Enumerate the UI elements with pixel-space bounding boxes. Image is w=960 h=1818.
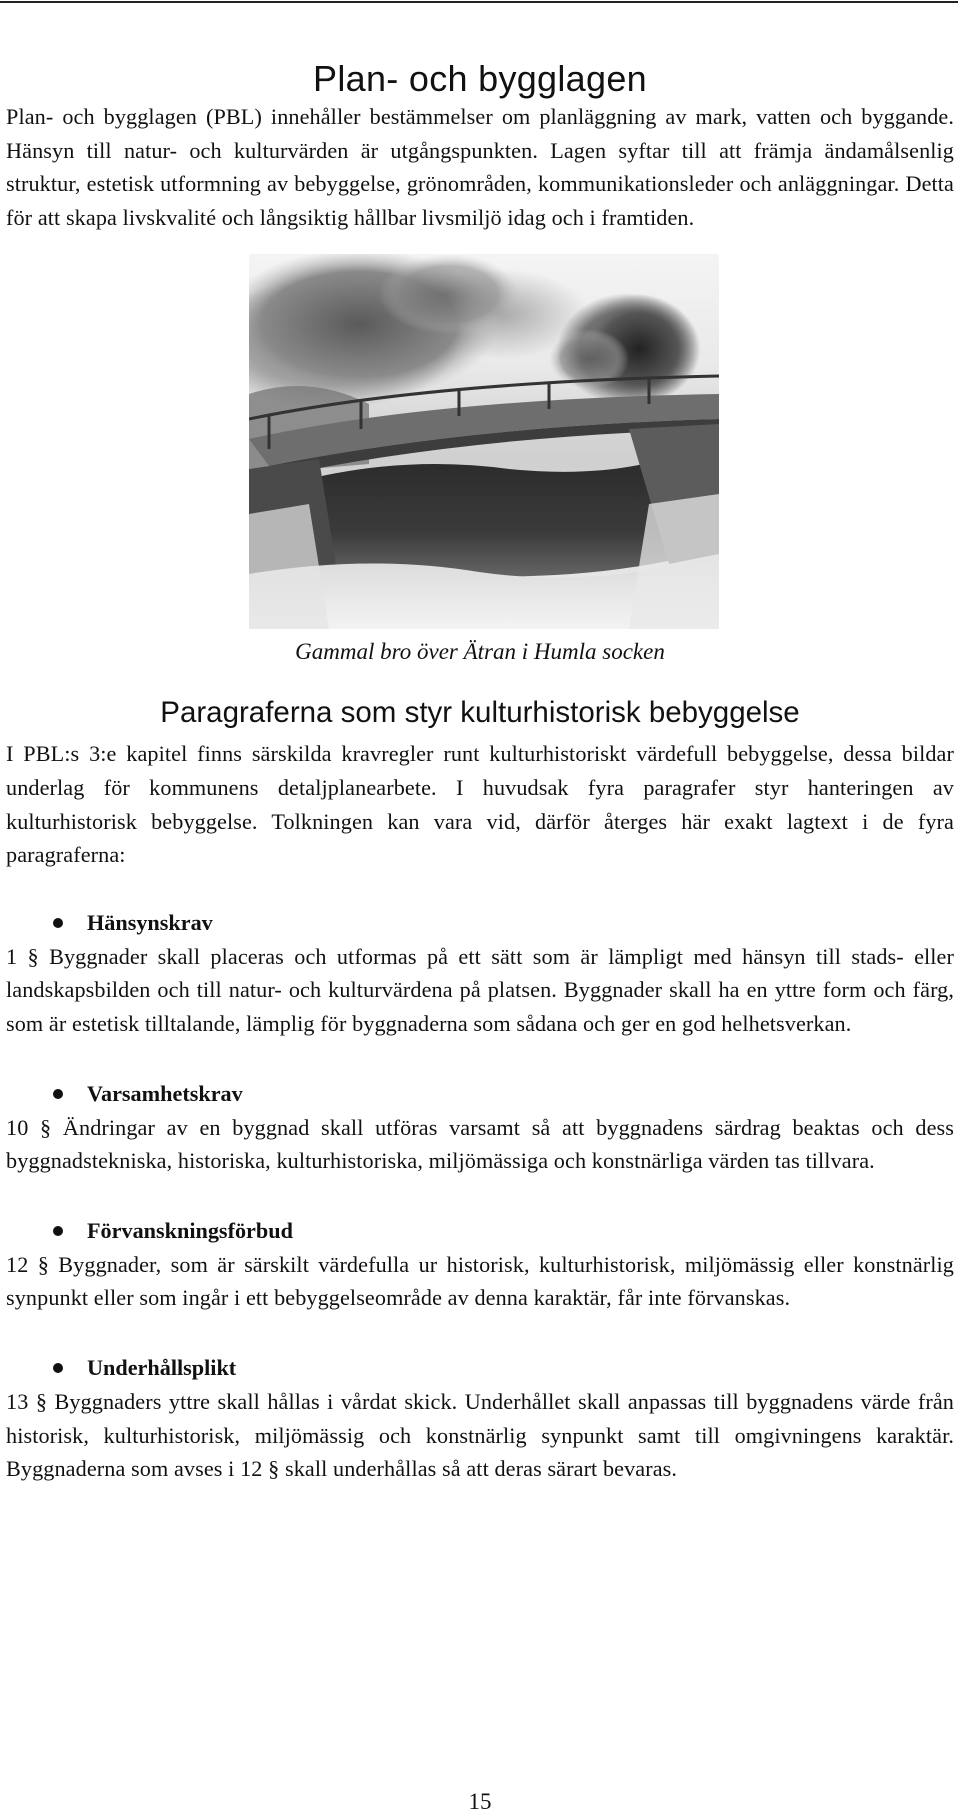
item-title: Förvanskningsförbud — [87, 1217, 293, 1243]
section-heading: Paragraferna som styr kulturhistorisk bebyggelse — [160, 696, 800, 730]
item-heading — [6, 906, 954, 940]
figure — [6, 254, 954, 667]
bullet-icon — [53, 1226, 63, 1236]
section-intro-paragraph: I PBL:s 3:e kapitel finns särskilda kravregler runt kulturhistoriskt värdefull bebyggelse, dessa bildar underlag för kommunens detaljplanearbete. I huvudsak fyra paragrafer styr hanteringen av kulturhistorisk bebyggelse. Tolkningen kan vara vid, därför återges här exakt lagtext i de fyra paragraferna: — [6, 741, 954, 868]
figure-caption: Gammal bro över Ätran i Humla socken — [295, 639, 665, 665]
item-heading — [6, 1214, 954, 1248]
item-text: 1 § Byggnader skall placeras och utformas på ett sätt som är lämpligt med hänsyn till stads- eller landskapsbilden och till natur- och kulturvärdena på platsen. Byggnader skall ha en yttre form och färg, som är estetisk tilltalande, lämplig för byggnaderna som sådana och ger en god helhetsverkan. — [6, 943, 954, 1036]
page-title: Plan- och bygglagen — [313, 58, 647, 99]
intro-paragraph: Plan- och bygglagen (PBL) innehåller bestämmelser om planläggning av mark, vatten och byggande. Hänsyn till natur- och kulturvärden är utgångspunkten. Lagen syftar till att främja ändamålsenlig struktur, estetisk utformning av bebyggelse, grönområden, kommunikationsleder och anläggningar. Detta för att skapa livskvalité och långsiktig hållbar livsmiljö idag och i framtiden. — [6, 104, 954, 230]
item-heading — [6, 1077, 954, 1111]
law-item-forvanskningsforbud — [6, 1214, 954, 1315]
bridge-photo — [249, 254, 719, 629]
law-item-underhallsplikt — [6, 1351, 954, 1486]
item-title: Varsamhetskrav — [87, 1080, 243, 1106]
bridge-illustration — [249, 254, 719, 629]
item-title: Underhållsplikt — [87, 1354, 237, 1380]
document-page — [6, 58, 954, 1486]
item-text: 13 § Byggnaders yttre skall hållas i vårdat skick. Underhållet skall anpassas till byggnadens värde från historisk, kulturhistorisk, miljömässig och konstnärlig synpunkt samt till omgivningens karaktär. Byggnaderna som avses i 12 § skall underhållas så att deras särart bevaras. — [6, 1388, 954, 1482]
item-title: Hänsynskrav — [87, 909, 213, 935]
law-item-hansynskrav — [6, 906, 954, 1041]
page-number: 15 — [468, 1789, 492, 1814]
bullet-icon — [53, 1089, 63, 1099]
item-heading — [6, 1351, 954, 1385]
bullet-icon — [53, 918, 63, 928]
item-text: 12 § Byggnader, som är särskilt värdefulla ur historisk, kulturhistorisk, miljömässig eller konstnärlig synpunkt eller som ingår i ett bebyggelseområde av denna karaktär, får inte förvanskas. — [6, 1251, 954, 1311]
top-rule — [0, 1, 958, 3]
law-item-varsamhetskrav — [6, 1077, 954, 1178]
item-text: 10 § Ändringar av en byggnad skall utföras varsamt så att byggnadens särdrag beaktas och dess byggnadstekniska, historiska, kulturhistoriska, miljömässiga och konstnärliga värden tas tillvara. — [6, 1114, 954, 1174]
bullet-icon — [53, 1363, 63, 1373]
